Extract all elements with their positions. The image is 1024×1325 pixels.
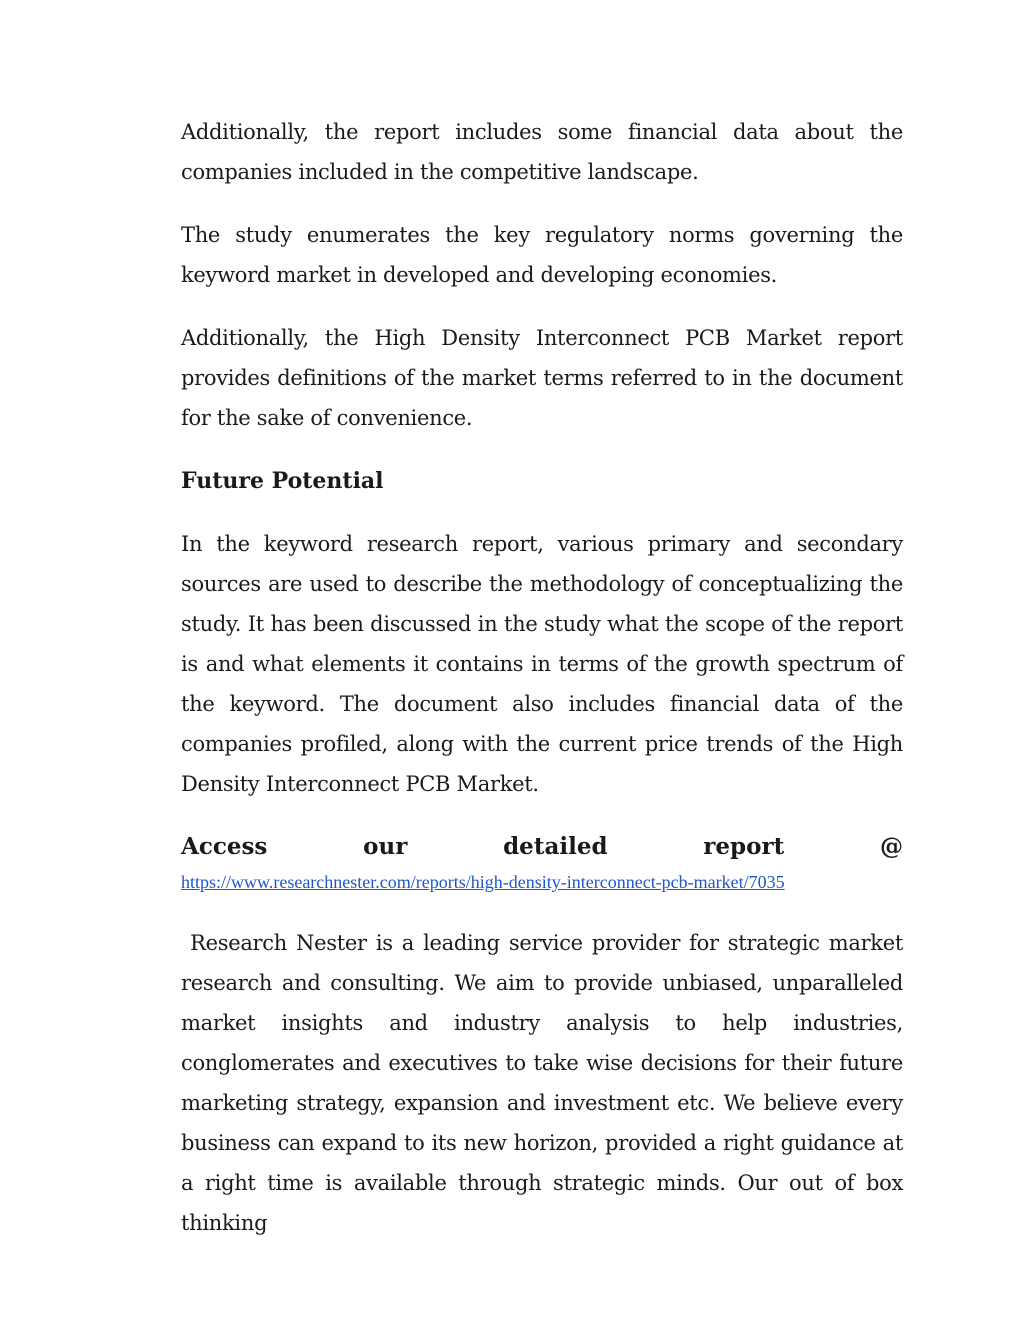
paragraph-financial-data: Additionally, the report includes some financial data about the companies included in the competitive landscape. <box>181 120 903 184</box>
access-report-heading: Access our detailed report @ <box>181 833 903 860</box>
report-link[interactable]: https://www.researchnester.com/reports/high-density-interconnect-pcb-market/7035 <box>181 872 785 892</box>
paragraph-regulatory-norms: The study enumerates the key regulatory norms governing the keyword market in developed and developing economies. <box>181 223 903 287</box>
future-potential-heading: Future Potential <box>181 468 384 494</box>
paragraph-about-research-nester <box>181 923 903 1243</box>
paragraph-methodology: In the keyword research report, various primary and secondary sources are used to describe the methodology of conceptualizing the study. It has been discussed in the study what the scope of the report is and what elements it contains in terms of the growth spectrum of the keyword. The document also includes financial data of the companies profiled, along with the current price trends of the High Density Interconnect PCB Market. <box>181 532 903 796</box>
paragraph-definitions: Additionally, the High Density Interconnect PCB Market report provides definitions of the market terms referred to in the document for the sake of convenience. <box>181 326 903 430</box>
document-page <box>181 112 903 1266</box>
about-text: Research Nester is a leading service provider for strategic market research and consulting. We aim to provide unbiased, unparalleled market insights and industry analysis to help industries, conglomerates and executives to take wise decisions for their future marketing strategy, expansion and investment etc. We believe every business can expand to its new horizon, provided a right guidance at a right time is available through strategic minds. Our out of box thinking <box>181 931 903 1235</box>
indent-space <box>181 931 190 955</box>
